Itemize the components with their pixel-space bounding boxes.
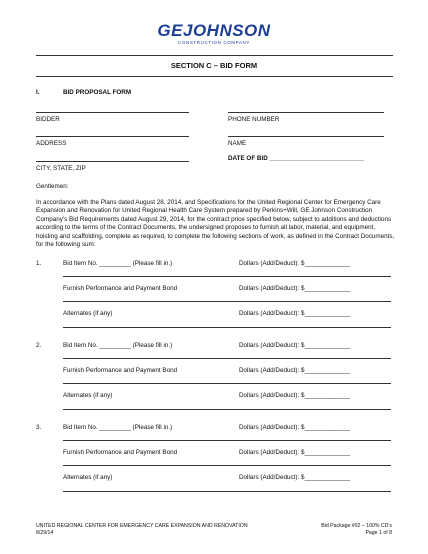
item-description-line[interactable] [63, 383, 391, 384]
alternates-label: Alternates (if any) [63, 392, 113, 399]
item-description-line[interactable] [63, 491, 391, 492]
city-field-line[interactable] [36, 161, 189, 162]
bid-proposal-paragraph: In accordance with the Plans dated August 28, 2014, and Specifications for the United Regional Center for Emergency Care Expansion and Renovation for United Regional Health Care System prepared by Perkins+Will, GE Johnson Construction Company's Bid Requirements dated August 29, 2014, for the contract price specified below, subject to additions and deductions according to the terms of the Contract Documents, the undersigned proposes to furnish all labor, material, and equipment, hoisting and scaffolding, complete as required, to complete the following sections of work, as defined in the Contract Documents, for the following sum: [36, 199, 395, 249]
section-heading: BID PROPOSAL FORM [63, 89, 132, 96]
bidder-field-line[interactable] [36, 112, 189, 113]
city-label: CITY, STATE, ZIP [36, 165, 86, 172]
logo-name: GEJOHNSON [157, 21, 271, 40]
bond-label: Furnish Performance and Payment Bond [63, 449, 178, 456]
item-number: 3. [36, 424, 42, 431]
alternates-label: Alternates (if any) [63, 310, 113, 317]
logo-subtitle: CONSTRUCTION COMPANY [178, 40, 250, 45]
footer-project-title: UNITED REGIONAL CENTER FOR EMERGENCY CARE EXPANSION AND RENOVATION [36, 523, 248, 529]
company-logo [0, 22, 428, 45]
dollars-field[interactable]: Dollars (Add/Deduct): $_____________ [239, 260, 350, 267]
title-rule-top [36, 55, 393, 56]
item-number: 1. [36, 260, 42, 267]
date-of-bid-field[interactable]: DATE OF BID ___________________________ [228, 155, 365, 162]
dollars-field[interactable]: Dollars (Add/Deduct): $_____________ [239, 310, 350, 317]
dollars-field[interactable]: Dollars (Add/Deduct): $_____________ [239, 449, 350, 456]
footer-bid-package: Bid Package #02 – 100% CD's [321, 523, 392, 529]
dollars-field[interactable]: Dollars (Add/Deduct): $_____________ [239, 474, 350, 481]
item-description-line[interactable] [63, 465, 391, 466]
alternates-label: Alternates (if any) [63, 474, 113, 481]
name-field-line[interactable] [228, 136, 384, 137]
page-title: SECTION C – BID FORM [170, 61, 258, 70]
item-description-line[interactable] [63, 358, 391, 359]
title-rule-bottom [36, 76, 393, 77]
bid-item-field[interactable]: Bid Item No. _________ (Please fill in.) [63, 260, 173, 267]
item-description-line[interactable] [63, 276, 391, 277]
item-number: 2. [36, 342, 42, 349]
dollars-field[interactable]: Dollars (Add/Deduct): $_____________ [239, 285, 350, 292]
bid-item-field[interactable]: Bid Item No. _________ (Please fill in.) [63, 424, 173, 431]
address-field-line[interactable] [36, 136, 189, 137]
phone-label: PHONE NUMBER [228, 116, 280, 123]
dollars-field[interactable]: Dollars (Add/Deduct): $_____________ [239, 342, 350, 349]
item-description-line[interactable] [63, 327, 391, 328]
greeting: Gentlemen: [36, 183, 69, 190]
bond-label: Furnish Performance and Payment Bond [63, 285, 178, 292]
footer-page-number: Page 1 of 8 [365, 530, 392, 536]
name-label: NAME [228, 140, 247, 147]
bid-item-field[interactable]: Bid Item No. _________ (Please fill in.) [63, 342, 173, 349]
item-description-line[interactable] [63, 409, 391, 410]
dollars-field[interactable]: Dollars (Add/Deduct): $_____________ [239, 424, 350, 431]
dollars-field[interactable]: Dollars (Add/Deduct): $_____________ [239, 367, 350, 374]
section-number: I. [36, 89, 40, 96]
bond-label: Furnish Performance and Payment Bond [63, 367, 178, 374]
bidder-label: BIDDER [36, 116, 60, 123]
dollars-field[interactable]: Dollars (Add/Deduct): $_____________ [239, 392, 350, 399]
address-label: ADDRESS [36, 140, 67, 147]
phone-field-line[interactable] [228, 112, 384, 113]
item-description-line[interactable] [63, 440, 391, 441]
item-description-line[interactable] [63, 301, 391, 302]
footer-date: 8/29/14 [36, 530, 54, 536]
